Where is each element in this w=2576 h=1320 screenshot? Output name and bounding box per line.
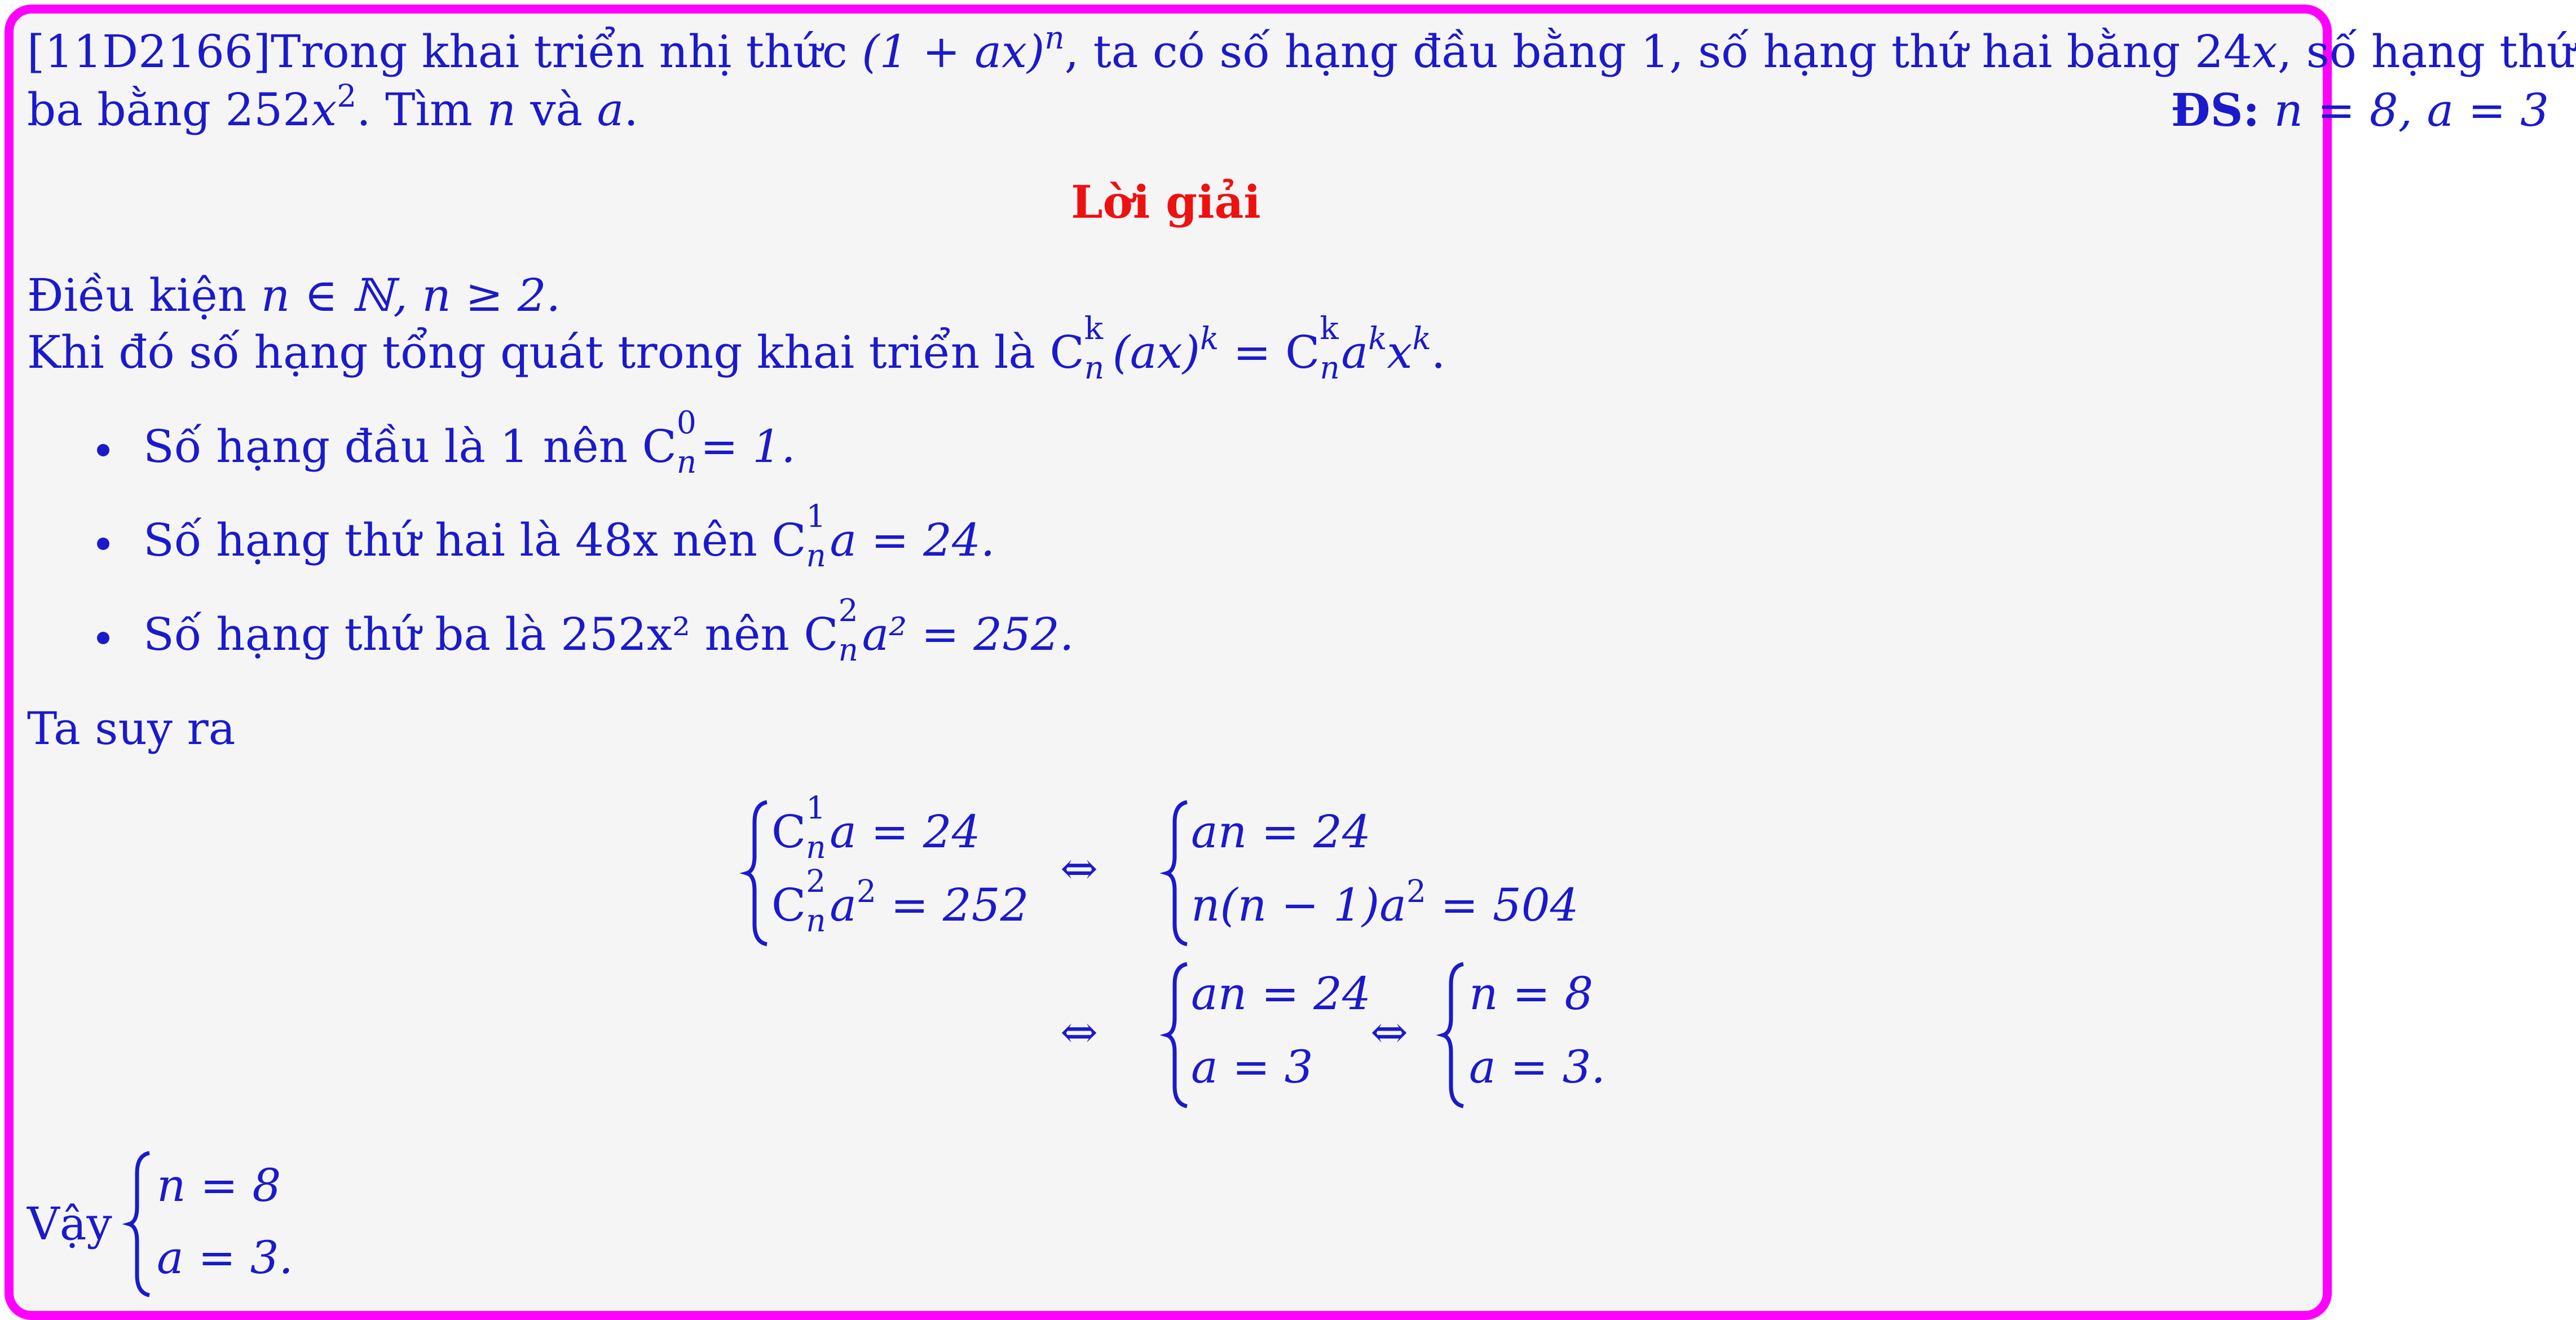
condition-line	[27, 269, 561, 322]
system1-eq1: C 1 n a = 24	[771, 790, 981, 865]
system-brace-1	[744, 800, 771, 947]
system-brace-2	[1165, 800, 1192, 947]
problem-var-n: n	[487, 83, 516, 136]
conclusion-eq2: a = 3.	[157, 1231, 293, 1284]
problem-third-term: ba bằng 252	[27, 83, 312, 136]
system3-eq2: a = 3	[1191, 1041, 1313, 1093]
conclusion-brace	[127, 1151, 154, 1297]
conclusion-eq1: n = 8	[157, 1159, 281, 1212]
answer-value: n = 8, a = 3	[2274, 84, 2549, 137]
bullet-expr: = 1.	[700, 420, 796, 473]
problem-var-x: x	[2252, 25, 2278, 78]
system-brace-3	[1165, 962, 1192, 1108]
solution-heading: Lời giải	[1071, 175, 1261, 228]
system-brace-4	[1441, 962, 1468, 1108]
problem-ask: . Tìm	[356, 83, 473, 136]
equivalence-arrow-1: ⇔	[1060, 842, 1099, 895]
problem-var-a: a	[597, 83, 624, 136]
answer	[2171, 83, 2549, 137]
system1-eq2: C 2 n $a^2 = 252$	[771, 863, 1029, 939]
problem-line-1	[27, 20, 2576, 78]
bullet-dot	[97, 632, 109, 644]
condition-expr: n ∈ ℕ, n ≥ 2.	[261, 269, 561, 322]
bullet-dot	[97, 444, 109, 456]
system4-eq1: n = 8	[1469, 967, 1594, 1020]
bullet-text: Số hạng thứ hai là 48x nên	[143, 514, 757, 566]
problem-terms: , ta có số hạng đầu bằng 1, số hạng thứ hai bằng 24	[1064, 25, 2252, 78]
problem-intro: Trong khai triển nhị thức	[270, 25, 848, 78]
conclusion-label: Vậy	[27, 1198, 112, 1250]
equivalence-arrow-3: ⇔	[1370, 1006, 1409, 1058]
system4-eq2: a = 3.	[1469, 1041, 1605, 1093]
binomial-exponent: n	[1044, 20, 1065, 56]
problem-var-x2: x	[311, 83, 337, 136]
bullet-text: Số hạng đầu là 1 nên	[143, 420, 628, 473]
problem-terms-cont: , số hạng thứ	[2277, 25, 2576, 78]
system3-eq1: an = 24	[1191, 967, 1371, 1020]
condition-label: Điều kiện	[27, 269, 247, 322]
answer-label: ĐS:	[2171, 83, 2260, 137]
bullet-item-1: Số hạng đầu là 1 nên C 0 n = 1.	[97, 424, 796, 469]
general-term-line: Khi đó số hạng tổng quát trong khai triển là C k n (ax)$^k$ = C k n $a^kx^k$.	[27, 310, 1446, 386]
problem-id: [11D2166]	[27, 25, 271, 78]
binomial-expression: (1 + ax)	[862, 25, 1045, 78]
problem-and: và	[530, 83, 583, 136]
system2-eq1: an = 24	[1191, 806, 1371, 858]
problem-period: .	[624, 83, 638, 136]
problem-line-2	[27, 78, 638, 136]
bullet-text: Số hạng thứ ba là 252x² nên	[143, 608, 789, 661]
bullet-item-3: Số hạng thứ ba là 252x² nên C 2 n a² = 252.	[97, 612, 1074, 657]
general-term-label: Khi đó số hạng tổng quát trong khai triển là	[27, 326, 1036, 379]
bullet-dot	[97, 538, 109, 550]
bullet-expr: a² = 252.	[862, 608, 1074, 661]
equivalence-arrow-2: ⇔	[1060, 1006, 1099, 1058]
problem-square: 2	[337, 78, 357, 114]
bullet-item-2: Số hạng thứ hai là 48x nên C 1 n a = 24.	[97, 518, 995, 563]
combination-symbol: C k n	[1049, 310, 1105, 386]
deduce-label: Ta suy ra	[27, 702, 236, 755]
bullet-expr: a = 24.	[830, 514, 995, 566]
system2-eq2: $n(n - 1)a^2 = 504$	[1191, 873, 1579, 931]
